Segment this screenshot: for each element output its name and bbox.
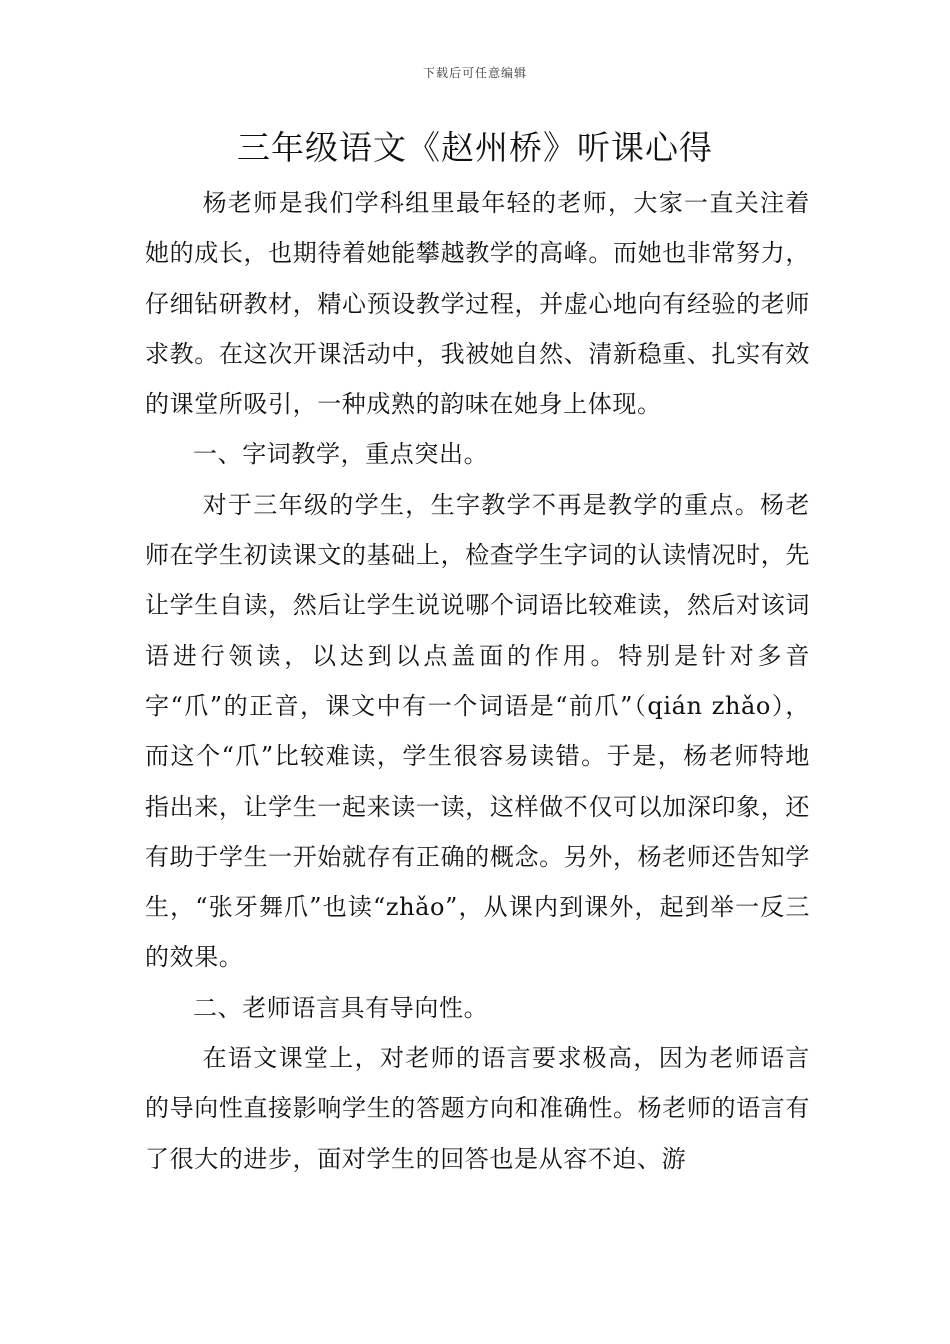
section-1-paragraph: 对于三年级的学生，生字教学不再是教学的重点。杨老师在学生初读课文的基础上，检查学生字词的认读情况时，先让学生自读，然后让学生说说哪个词语比较难读，然后对该词语进行领读，以达到以点盖面的作用。特别是针对多音字“爪”的正音，课文中有一个词语是“前爪”（qián zhǎo），而这个“爪”比较难读，学生很容易读错。于是，杨老师特地指出来，让学生一起来读一读，这样做不仅可以加深印象，还有助于学生一开始就存有正确的概念。另外，杨老师还告知学生，“张牙舞爪”也读“zhǎo”，从课内到课外，起到举一反三的效果。 [145,490,810,972]
section-heading-2: 二、老师语言具有导向性。 [193,993,489,1022]
intro-paragraph: 杨老师是我们学科组里最年轻的老师，大家一直关注着她的成长，也期待着她能攀越教学的高峰。而她也非常努力，仔细钻研教材，精心预设教学过程，并虚心地向有经验的老师求教。在这次开课活动中，我被她自然、清新稳重、扎实有效的课堂所吸引，一种成熟的韵味在她身上体现。 [145,189,810,419]
document-body [145,178,810,1184]
section-2-paragraph: 在语文课堂上，对老师的语言要求极高，因为老师语言的导向性直接影响学生的答题方向和准确性。杨老师的语言有了很大的进步，面对学生的回答也是从容不迫、游 [145,1044,810,1173]
header-note: 下载后可任意编辑 [422,66,527,80]
document-title: 三年级语文《赵州桥》听课心得 [237,128,713,167]
section-heading-1: 一、字词教学，重点突出。 [193,440,489,469]
